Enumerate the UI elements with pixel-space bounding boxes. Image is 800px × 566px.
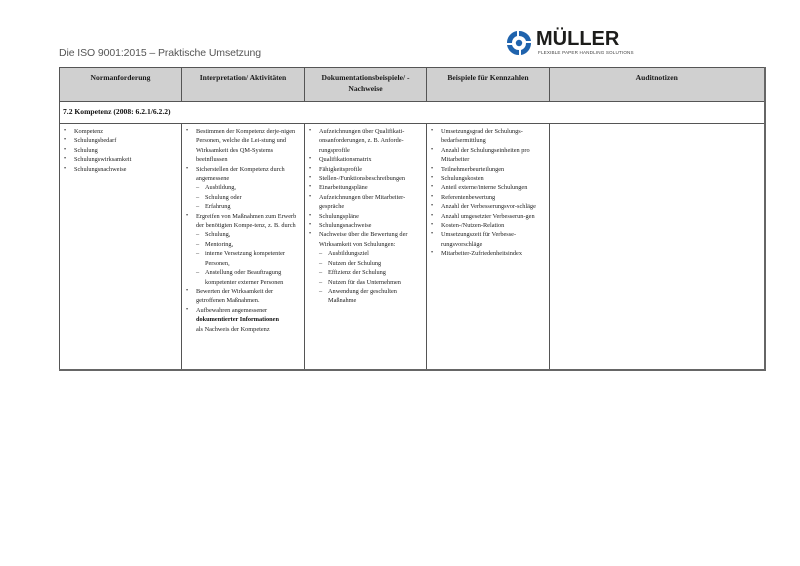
sub-list-item: – Effizienz der Schulung — [309, 268, 423, 277]
list-item: • Anteil externe/interne Schulungen — [431, 183, 546, 192]
list-item: • Aufbewahren angemessener dokumentierter Informationen als Nachweis der Kompetenz — [186, 306, 301, 334]
table-header-row — [60, 68, 765, 102]
bold-emphasis: dokumentierter Informationen — [196, 316, 279, 324]
list-item: • Schulungsnachweise — [309, 221, 423, 230]
list-item: • Fähigkeitsprofile — [309, 165, 423, 174]
list-item: • Bestimmen der Kompetenz derje-nigen Personen, welche die Lei-stung und Wirksamkeit des QM-Systems beeinflussen — [186, 127, 301, 165]
logo-swirl-icon — [505, 29, 533, 57]
cell-normanforderung — [60, 124, 182, 371]
sub-list-item: – Schulung, — [186, 230, 301, 239]
cell-kennzahlen — [427, 124, 550, 371]
list-item: • Kosten-/Nutzen-Relation — [431, 221, 546, 230]
list-item: • Mitarbeiter-Zufriedenheitsindex — [431, 249, 546, 258]
col-header-normanforderung: Normanforderung — [60, 68, 182, 102]
sub-list-item: – Nutzen der Schulung — [309, 259, 423, 268]
section-row — [60, 102, 765, 124]
sub-list-item: – Schulung oder — [186, 193, 301, 202]
list-item: • Schulungsbedarf — [64, 136, 178, 145]
company-logo — [505, 27, 645, 61]
list-item: • Schulungswirksamkeit — [64, 155, 178, 164]
table-row — [60, 124, 765, 371]
requirements-table — [59, 67, 766, 371]
list-item: • Bewerten der Wirksamkeit der getroffenen Maßnahmen. — [186, 287, 301, 306]
sub-list-item: – interne Versetzung kompetenter Personen, — [186, 249, 301, 268]
col-header-dokumentation: Dokumentationsbeispiele/ -Nachweise — [305, 68, 427, 102]
sub-list-item: – Ausbildungsziel — [309, 249, 423, 258]
sub-list-item: – Erfahrung — [186, 202, 301, 211]
col-header-kennzahlen: Beispiele für Kennzahlen — [427, 68, 550, 102]
cell-dokumentation — [305, 124, 427, 371]
list-item: • Schulung — [64, 146, 178, 155]
section-title: 7.2 Kompetenz (2008: 6.2.1/6.2.2) — [60, 102, 765, 124]
list-item: • Aufzeichnungen über Mitarbeiter-gespräche — [309, 193, 423, 212]
cell-auditnotizen[interactable] — [550, 124, 765, 371]
list-item: • Umsetzungsgrad der Schulungs-bedarfsermittlung — [431, 127, 546, 146]
list-item: • Nachweise über die Bewertung der Wirksamkeit von Schulungen: — [309, 230, 423, 249]
document-title: Die ISO 9001:2015 – Praktische Umsetzung — [59, 47, 262, 59]
sub-list-item: – Nutzen für das Unternehmen — [309, 278, 423, 287]
sub-list-item: – Anwendung der geschulten Maßnahme — [309, 287, 423, 306]
col-header-auditnotizen: Auditnotizen — [550, 68, 765, 102]
logo-wordmark: MÜLLER — [536, 28, 620, 50]
list-item: • Anzahl der Schulungseinheiten pro Mitarbeiter — [431, 146, 546, 165]
list-item: • Qualifikationsmatrix — [309, 155, 423, 164]
list-item: • Anzahl der Verbesserungsvor-schläge — [431, 202, 546, 211]
list-item: • Aufzeichnungen über Qualifikati-onsanforderungen, z. B. Anforde-rungsprofile — [309, 127, 423, 155]
list-item: • Teilnehmerbeurteilungen — [431, 165, 546, 174]
list-item: • Sicherstellen der Kompetenz durch angemessene — [186, 165, 301, 184]
list-item: • Schulungsnachweise — [64, 165, 178, 174]
list-item: • Schulungspläne — [309, 212, 423, 221]
col-header-interpretation: Interpretation/ Aktivitäten — [182, 68, 305, 102]
list-item: • Schulungskosten — [431, 174, 546, 183]
list-item: • Referentenbewertung — [431, 193, 546, 202]
list-item: • Anzahl umgesetzter Verbesserun-gen — [431, 212, 546, 221]
cell-interpretation — [182, 124, 305, 371]
sub-list-item: – Mentoring, — [186, 240, 301, 249]
list-item: • Stellen-/Funktionsbeschreibungen — [309, 174, 423, 183]
list-item: • Einarbeitungspläne — [309, 183, 423, 192]
sub-list-item: – Ausbildung, — [186, 183, 301, 192]
list-item: • Ergreifen von Maßnahmen zum Erwerb der benötigten Kompe-tenz, z. B. durch — [186, 212, 301, 231]
list-item: • Umsetzungszeit für Verbesse-rungsvorschläge — [431, 230, 546, 249]
list-item: • Kompetenz — [64, 127, 178, 136]
sub-list-item: – Anstellung oder Beauftragung kompetenter externer Personen — [186, 268, 301, 287]
logo-tagline: FLEXIBLE PAPER HANDLING SOLUTIONS — [538, 50, 634, 55]
